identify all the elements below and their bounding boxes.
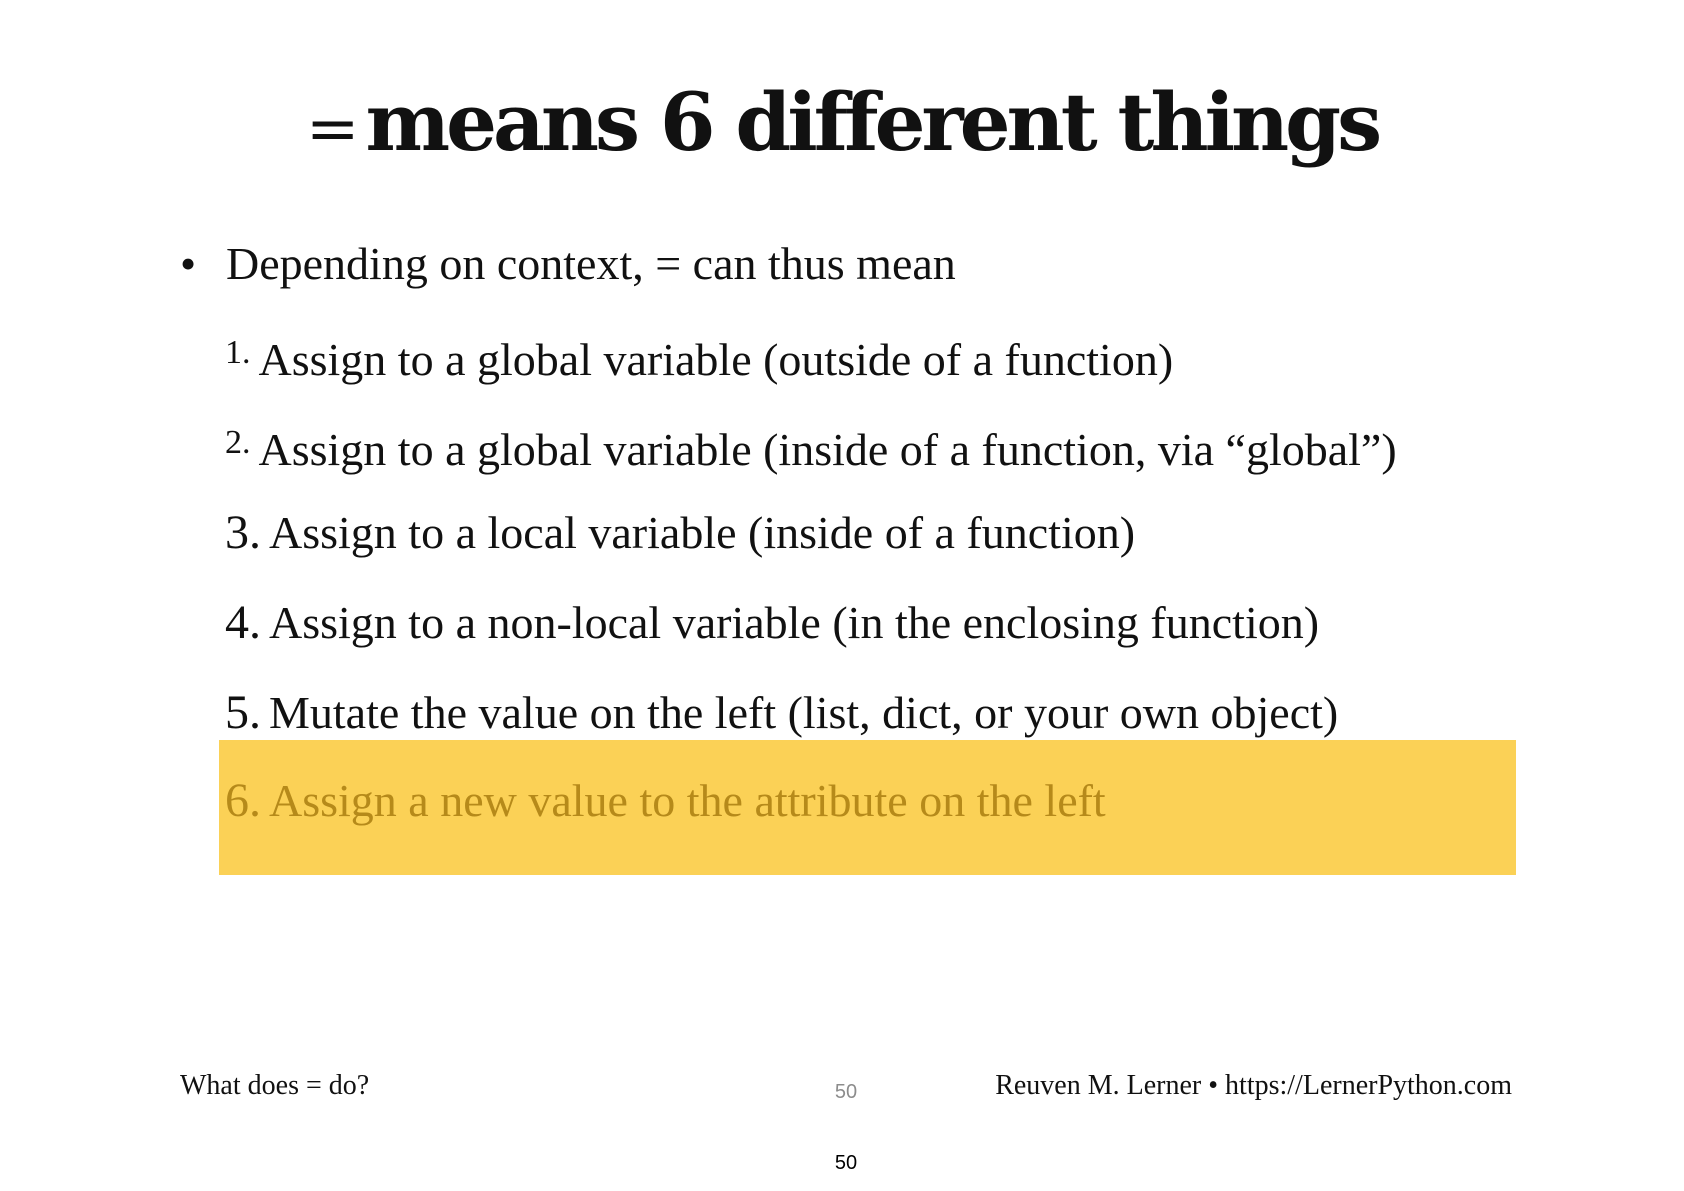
list-item-number: 2. [225, 424, 251, 461]
list-item-3 [225, 507, 1135, 559]
footer-deck-title: What does = do? [180, 1070, 370, 1101]
list-item-4 [225, 597, 1319, 649]
bullet-marker: • [180, 238, 197, 289]
footer-slide-number: 50 [834, 1081, 858, 1103]
slide-title [0, 72, 1684, 179]
list-item-2 [225, 417, 1397, 476]
list-item-text: Assign a new value to the attribute on the left [269, 775, 1106, 826]
list-item-text: Assign to a global variable (outside of a function) [258, 334, 1174, 385]
intro-bullet-text: Depending on context, = can thus mean [226, 238, 956, 289]
list-item-5 [225, 687, 1338, 739]
list-item-1 [225, 327, 1173, 386]
page-number: 50 [834, 1152, 858, 1174]
intro-bullet [180, 238, 956, 290]
footer-author: Reuven M. Lerner • https://LernerPython.com [995, 1070, 1512, 1101]
list-item-text: Mutate the value on the left (list, dict, or your own object) [269, 687, 1339, 738]
list-item-6-highlighted [225, 775, 1106, 827]
list-item-number: 4. [225, 596, 261, 649]
list-item-text: Assign to a global variable (inside of a function, via “global”) [258, 424, 1397, 475]
list-item-number: 5. [225, 686, 261, 739]
title-text: means 6 different things [365, 75, 1379, 169]
list-item-number: 3. [225, 506, 261, 559]
title-equals-symbol: = [305, 92, 360, 166]
list-item-text: Assign to a non-local variable (in the enclosing function) [269, 597, 1320, 648]
list-item-number: 1. [225, 334, 251, 371]
list-item-number: 6. [225, 774, 261, 827]
list-item-text: Assign to a local variable (inside of a function) [269, 507, 1136, 558]
